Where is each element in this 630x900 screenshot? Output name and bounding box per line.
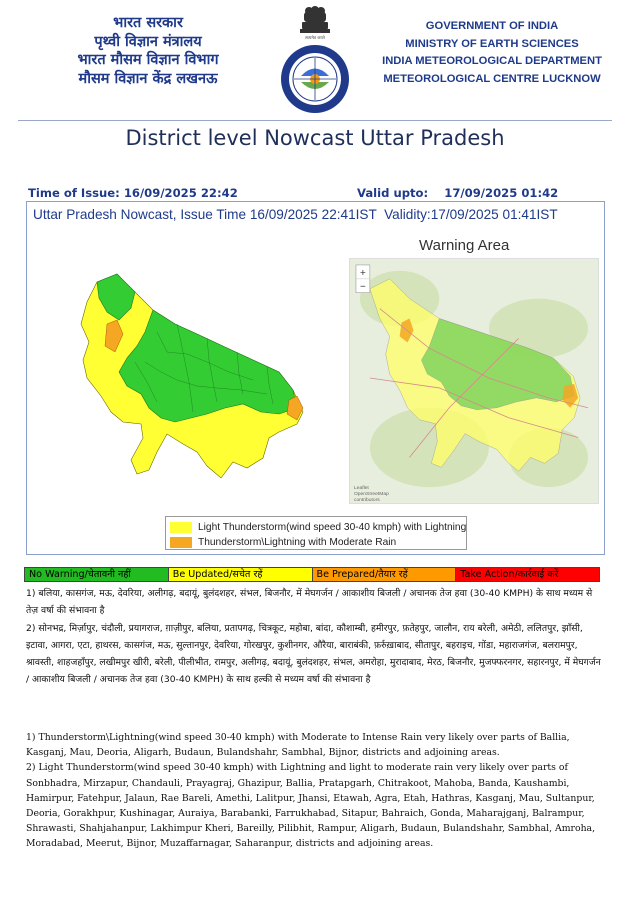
map-zoom-controls[interactable] bbox=[356, 265, 370, 293]
english-warning-text bbox=[26, 730, 606, 852]
category-take-action: Take Action/कार्रवाई करें bbox=[455, 568, 599, 581]
header-divider bbox=[18, 120, 612, 121]
page-title: District level Nowcast Uttar Pradesh bbox=[125, 126, 505, 150]
map-header: Uttar Pradesh Nowcast, Issue Time 16/09/2025 22:41IST Validity:17/09/2025 01:41IST bbox=[33, 207, 558, 222]
header-english-block bbox=[372, 18, 612, 88]
legend-item-thunderstorm-moderate-rain bbox=[170, 535, 396, 549]
hindi-line-ministry: पृथ्वी विज्ञान मंत्रालय bbox=[94, 33, 202, 50]
english-paragraph-2: 2) Light Thunderstorm(wind speed 30-40 kmph) with Lightning and light to moderate rain very likely over parts of Sonbhadra, Mirzapur, Chandauli, Prayagraj, Ghazipur, Ballia, Pratapgarh, Chitrakoot, Mahoba, Banda, Kaushambi, Hamirpur, Fatehpur, Jalaun, Rae Bareli, Amethi, Lalitpur, Jhansi, Etawah, Agra, Etah, Hathras, Kasganj, Mau, Sultanpur, Deoria, Gorakhpur, Kushinagar, Auraiya, Barabanki, Farrukhabad, Sitapur, Bahraich, Gonda, Maharajganj, Balrampur, Shrawasti, Shahjahanpur, Lakhimpur Kheri, Bareilly, Pilibhit, Rampur, Aligarh, Budaun, Bulandshahr, Sambhal, Amroha, Moradabad, Meerut, Bijnor, Muzaffarnagar, Saharanpur, districts and adjoining areas. bbox=[26, 762, 596, 850]
warning-area-street-map bbox=[349, 258, 599, 504]
imd-emblem-logo bbox=[274, 6, 356, 118]
hindi-line-imd: भारत मौसम विज्ञान विभाग bbox=[77, 52, 219, 68]
english-line-gov: GOVERNMENT OF INDIA bbox=[425, 20, 559, 32]
hindi-paragraph-1: 1) बलिया, कासगंज, मऊ, देवरिया, अलीगढ़, बदायूं, बुलंदशहर, संभल, बिजनौर, में मेघगर्जन / आकाशीय बिजली / अचानक तेज हवा (30-40 KMPH) के साथ मध्यम से तेज़ वर्षा की संभावना है bbox=[26, 588, 593, 617]
category-no-warning: No Warning/चेतावनी नहीं bbox=[25, 568, 168, 581]
svg-text:सत्यमेव जयते: सत्यमेव जयते bbox=[305, 35, 325, 40]
hindi-line-centre: मौसम विज्ञान केंद्र लखनऊ bbox=[78, 70, 218, 87]
valid-upto: Valid upto: 17/09/2025 01:42 bbox=[357, 186, 559, 200]
warning-area-title: Warning Area bbox=[419, 237, 510, 254]
map-legend bbox=[165, 516, 467, 550]
category-be-prepared: Be Prepared/तैयार रहें bbox=[312, 568, 456, 581]
legend-item-light-thunderstorm bbox=[170, 520, 466, 534]
hindi-paragraph-2: 2) सोनभद्र, मिर्ज़ापुर, चंदौली, प्रयागराज, ग़ाज़ीपुर, बलिया, प्रतापगढ़, चित्रकूट, महोबा, बांदा, कौशाम्बी, हमीरपुर, फ़तेहपुर, जालौन, राय बरेली, अमेठी, ललितपुर, झाँसी, इटावा, आगरा, एटा, हाथरस, कासगंज, मऊ, सुल्तानपुर, देवरिया, गोरखपुर, कुशीनगर, औरैया, बाराबंकी, फ़र्रुख़ाबाद, सीतापुर, बहराइच, गोंडा, महाराजगंज, बलरामपुर, श्रावस्ती, शाहजहाँपुर, लखीमपुर खीरी, बरेली, पीलीभीत, रामपुर, अलीगढ़, बदायूं, बुलंदशहर, संभल, अमरोहा, मुरादाबाद, मेरठ, बिजनौर, मुजफ्फरनगर, सहारनपुर, में मेघगर्जन / आकाशीय बिजली / अचानक तेज हवा (30-40 KMPH) के साथ हल्की से मध्यम वर्षा की संभावना है bbox=[26, 622, 601, 686]
english-line-centre: METEOROLOGICAL CENTRE LUCKNOW bbox=[383, 72, 601, 85]
osm-credit-openstreetmap: OpenStreetMap bbox=[353, 492, 389, 498]
hindi-line-gov: भारत सरकार bbox=[113, 15, 183, 31]
svg-text:+: + bbox=[360, 267, 366, 279]
uttar-pradesh-district-map bbox=[57, 262, 317, 487]
legend-swatch-orange bbox=[170, 537, 192, 548]
legend-label-thunderstorm-moderate-rain: Thunderstorm\Lightning with Moderate Rain bbox=[198, 536, 397, 548]
hindi-warning-text bbox=[26, 585, 602, 689]
legend-label-light-thunderstorm: Light Thunderstorm(wind speed 30-40 kmph) with Lightning bbox=[198, 521, 467, 533]
category-be-updated: Be Updated/सचेत रहें bbox=[168, 568, 312, 581]
english-paragraph-1: 1) Thunderstorm\Lightning(wind speed 30-40 kmph) with Moderate to Intense Rain very likely over parts of Ballia, Kasganj, Mau, Deoria, Aligarh, Budaun, Bulandshahr, Sambhal, Bijnor, districts and adjoining areas. bbox=[26, 732, 570, 759]
svg-text:−: − bbox=[360, 281, 366, 293]
english-line-ministry: MINISTRY OF EARTH SCIENCES bbox=[405, 37, 579, 50]
time-of-issue: Time of Issue: 16/09/2025 22:42 bbox=[28, 186, 238, 200]
nowcast-map-panel bbox=[26, 201, 605, 555]
legend-swatch-yellow bbox=[170, 522, 192, 533]
header-hindi-block bbox=[48, 14, 248, 88]
english-line-imd: INDIA METEOROLOGICAL DEPARTMENT bbox=[382, 55, 602, 68]
osm-credit-contributors: contributors bbox=[353, 498, 380, 504]
warning-category-bar bbox=[24, 567, 600, 582]
osm-credit-leaflet: Leaflet bbox=[353, 486, 369, 492]
